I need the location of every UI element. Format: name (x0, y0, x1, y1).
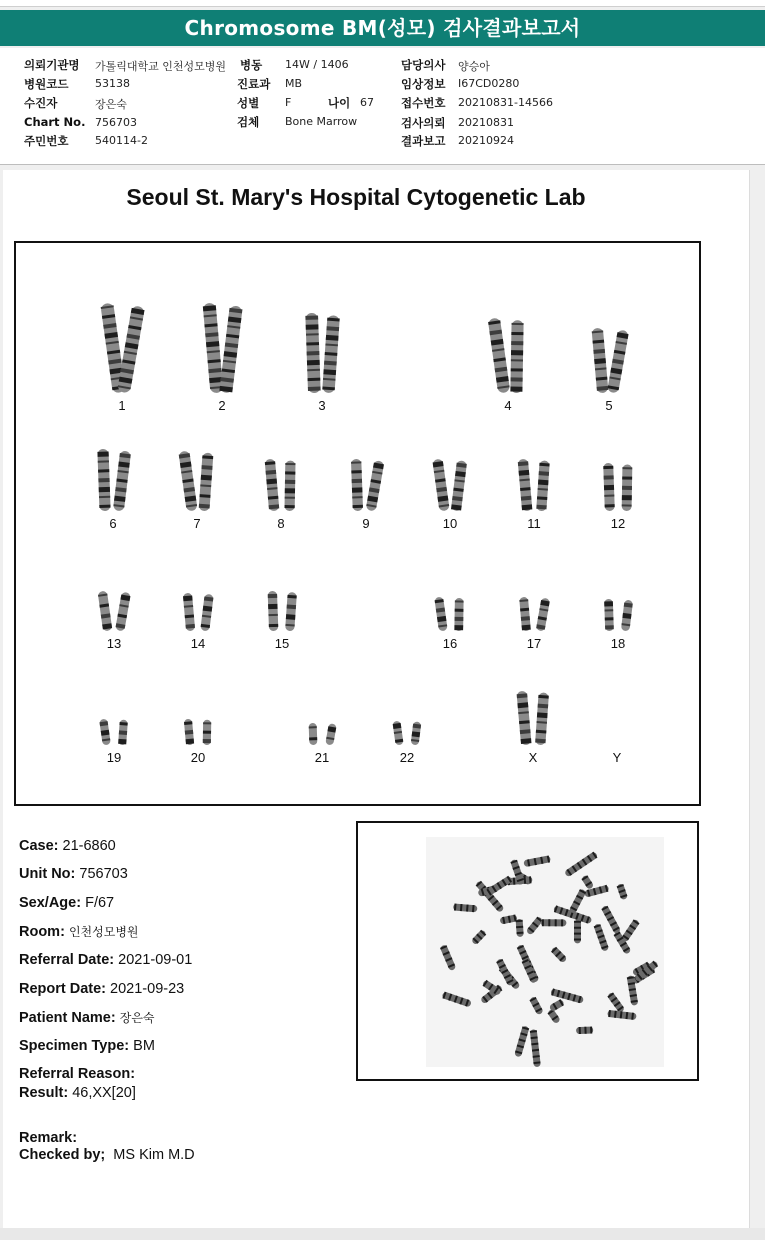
ward-value: 14W / 1406 (285, 58, 349, 71)
chromosome-label-13: 13 (106, 636, 122, 651)
chromosome-label-1: 1 (118, 398, 126, 413)
karyogram-panel (14, 241, 701, 806)
chromosome-label-8: 8 (277, 516, 285, 531)
age-label: 나이 (328, 96, 351, 110)
chromosome-label-14: 14 (190, 636, 206, 651)
chromosome-pair-12 (603, 463, 632, 511)
chromosome-label-12: 12 (610, 516, 626, 531)
chromosome-pair-2 (203, 303, 243, 394)
chromosome-label-15: 15 (274, 636, 290, 651)
hospital-code-value: 53138 (95, 77, 130, 90)
metaphase-image (358, 823, 697, 1079)
chromosome-label-11: 11 (527, 516, 541, 531)
checked-value: MS Kim M.D (113, 1147, 195, 1163)
institution-value: 가톨릭대학교 인천성모병원 (95, 60, 227, 73)
dept-label: 진료과 (237, 77, 271, 91)
chromosome-label-9: 9 (362, 516, 370, 531)
chromosome-pair-19 (99, 719, 128, 746)
accession-value: 20210831-14566 (458, 96, 553, 109)
checked-row: Checked by; MS Kim M.D (19, 1147, 195, 1163)
age-value: 67 (360, 96, 374, 109)
clinical-value: I67CD0280 (458, 77, 520, 90)
doctor-label: 담당의사 (401, 58, 446, 72)
chromosome-pair-4 (488, 318, 524, 394)
chromosome-pair-5 (591, 328, 629, 394)
specimen-type-row: Specimen Type: BM (19, 1038, 155, 1054)
chromosome-label-16: 16 (442, 636, 458, 651)
request-label: 검사의뢰 (401, 116, 446, 130)
clinical-label: 임상정보 (401, 77, 446, 91)
ward-label: 병동 (240, 58, 263, 72)
chromosome-label-20: 20 (190, 750, 206, 765)
chromosome-label-2: 2 (218, 398, 226, 413)
result-row: Result: 46,XX[20] (19, 1085, 136, 1101)
chromosome-label-X: X (528, 750, 538, 765)
chromosome-pair-1 (100, 303, 145, 394)
chromosome-label-4: 4 (504, 398, 512, 413)
chromosome-pair-3 (305, 313, 340, 394)
metaphase-panel (356, 821, 699, 1081)
accession-label: 접수번호 (401, 96, 446, 110)
bottom-edge (0, 1228, 765, 1240)
chromosome-pair-18 (604, 599, 633, 632)
chromosome-pair-6 (97, 449, 131, 512)
chromosome-label-6: 6 (109, 516, 117, 531)
specimen-type-value: BM (133, 1038, 155, 1054)
chromosome-label-22: 22 (399, 750, 415, 765)
unit-value: 756703 (79, 866, 128, 882)
room-value: 인천성모병원 (68, 925, 139, 939)
metaphase-chromosome (574, 920, 581, 944)
hospital-code-label: 병원코드 (24, 77, 69, 91)
chromosome-label-18: 18 (610, 636, 626, 651)
metaphase-chromosome (576, 1026, 593, 1034)
chromosome-pair-14 (183, 593, 214, 632)
chromosome-label-10: 10 (442, 516, 458, 531)
chromosome-pair-15 (268, 591, 297, 631)
chromosome-pair-16 (434, 597, 463, 632)
metaphase-chromosome (541, 919, 567, 926)
chromosome-pair-13 (98, 591, 131, 632)
report-sheet (3, 170, 750, 1228)
chart-no-label: Chart No. (24, 115, 86, 129)
chromosome-pair-17 (519, 597, 550, 632)
chromosome-pair-9 (351, 459, 384, 512)
lab-title: Seoul St. Mary's Hospital Cytogenetic Lab (126, 184, 586, 210)
chromosome-pair-22 (392, 721, 421, 746)
referral-reason-row: Referral Reason: (19, 1066, 136, 1082)
id-label: 주민번호 (24, 134, 69, 148)
room-row: Room: 인천성모병원 (19, 924, 139, 940)
request-value: 20210831 (458, 116, 514, 129)
chromosome-label-7: 7 (193, 516, 201, 531)
chromosome-pair-X (516, 691, 549, 746)
chromosome-label-19: 19 (106, 750, 122, 765)
dept-value: MB (285, 77, 303, 90)
metaphase-chromosome (516, 919, 524, 937)
chart-no-value: 756703 (95, 116, 137, 129)
result-report-label: 결과보고 (401, 134, 446, 148)
referral-date-value: 2021-09-01 (118, 952, 193, 968)
chromosome-label-21: 21 (314, 750, 330, 765)
sex-value: F (285, 96, 292, 109)
patient-info-block (0, 48, 765, 165)
chromosome-pair-11 (518, 459, 550, 512)
chromosome-label-5: 5 (605, 398, 613, 413)
report-title: Chromosome BM(성모) 검사결과보고서 (184, 16, 581, 40)
patient-name-row: Patient Name: 장은숙 (19, 1010, 155, 1026)
chromosome-pair-10 (432, 459, 467, 512)
id-value: 540114-2 (95, 134, 148, 147)
report-date-row: Report Date: 2021-09-23 (19, 981, 185, 997)
recipient-value: 장은숙 (95, 98, 127, 111)
unit-row: Unit No: 756703 (19, 866, 128, 882)
specimen-label: 검체 (237, 115, 260, 129)
case-row: Case: 21-6860 (19, 838, 116, 854)
specimen-value: Bone Marrow (285, 115, 358, 128)
chromosome-pair-8 (265, 459, 296, 512)
chromosome-label-Y: Y (612, 750, 622, 765)
report-header (0, 10, 765, 46)
recipient-label: 수진자 (24, 96, 58, 110)
chromosome-pair-20 (184, 719, 211, 746)
report-date-value: 2021-09-23 (110, 981, 185, 997)
case-value: 21-6860 (62, 838, 116, 854)
chromosome-label-3: 3 (318, 398, 326, 413)
referral-date-row: Referral Date: 2021-09-01 (19, 952, 193, 968)
sexage-value: F/67 (85, 895, 115, 911)
institution-label: 의뢰기관명 (24, 58, 80, 72)
sex-label: 성별 (237, 96, 260, 110)
remark-row: Remark: (19, 1130, 78, 1146)
sexage-row: Sex/Age: F/67 (19, 895, 115, 911)
doctor-value: 양승아 (458, 60, 490, 73)
chromosome-pair-21 (309, 723, 337, 746)
patient-name-value: 장은숙 (119, 1011, 155, 1025)
chromosome-pair-7 (178, 451, 213, 512)
result-value: 46,XX[20] (72, 1085, 136, 1101)
top-edge (0, 0, 765, 7)
result-report-value: 20210924 (458, 134, 514, 147)
chromosome-label-17: 17 (526, 636, 542, 651)
